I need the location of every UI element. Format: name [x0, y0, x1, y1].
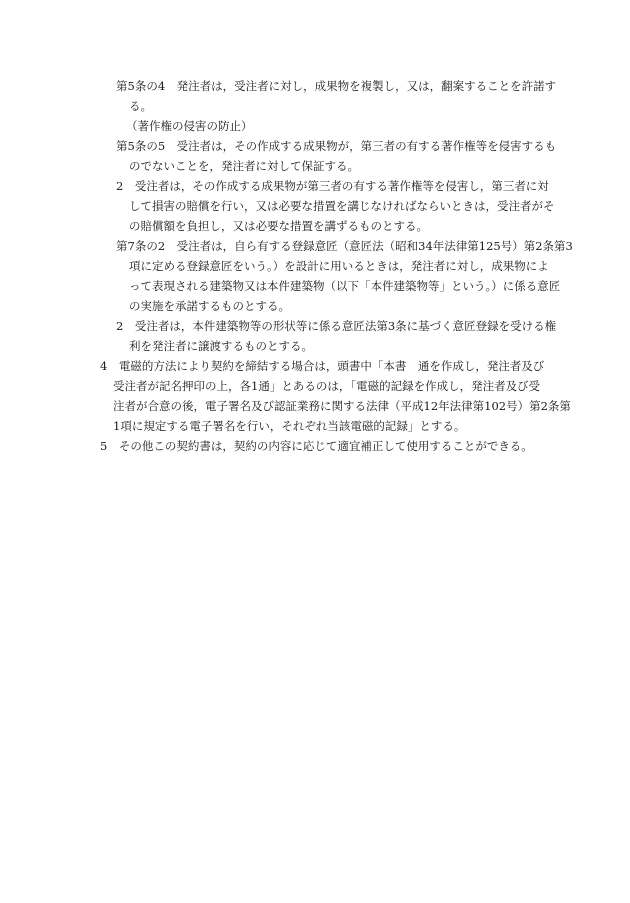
text-line: る。	[129, 99, 152, 113]
text-line: 2 受注者は，本件建築物等の形状等に係る意匠法第3条に基づく意匠登録を受ける権	[116, 319, 557, 333]
text-line: 1項に規定する電子署名を行い，それぞれ当該電磁的記録」とする。	[113, 419, 466, 433]
text-line: 注者が合意の後，電子署名及び認証業務に関する法律（平成12年法律第102号）第2条第	[113, 399, 571, 413]
text-line: して損害の賠償を行い，又は必要な措置を講じなければならいときは，受注者がそ	[129, 199, 555, 213]
text-line: 項に定める登録意匠をいう。）を設計に用いるときは，発注者に対し，成果物によ	[129, 259, 549, 273]
text-line: 第5条の4 発注者は，受注者に対し，成果物を複製し，又は，翻案することを許諾す	[116, 79, 557, 93]
text-line: 2 受注者は，その作成する成果物が第三者の有する著作権等を侵害し，第三者に対	[116, 179, 549, 193]
text-line: 第5条の5 受注者は，その作成する成果物が，第三者の有する著作権等を侵害するも	[116, 139, 557, 153]
text-line: 受注者が記名押印の上，各1通」とあるのは，「電磁的記録を作成し，発注者及び受	[113, 379, 541, 393]
text-line: の実施を承諾するものとする。	[129, 299, 290, 313]
text-line: のでないことを，発注者に対して保証する。	[129, 159, 359, 173]
section-heading: （著作権の侵害の防止）	[126, 119, 253, 133]
text-line: 5 その他この契約書は，契約の内容に応じて適宜補正して使用することができる。	[100, 439, 533, 453]
text-line: の賠償額を負担し，又は必要な措置を講ずるものとする。	[129, 219, 428, 233]
text-line: 4 電磁的方法により契約を締結する場合は，頭書中「本書 通を作成し，発注者及び	[100, 359, 545, 373]
text-line: 第7条の2 受注者は，自ら有する登録意匠（意匠法（昭和34年法律第125号）第2条第3	[116, 239, 573, 253]
text-line: 利を発注者に譲渡するものとする。	[129, 339, 313, 353]
text-line: って表現される建築物又は本件建築物（以下「本件建築物等」という。）に係る意匠	[129, 279, 561, 293]
